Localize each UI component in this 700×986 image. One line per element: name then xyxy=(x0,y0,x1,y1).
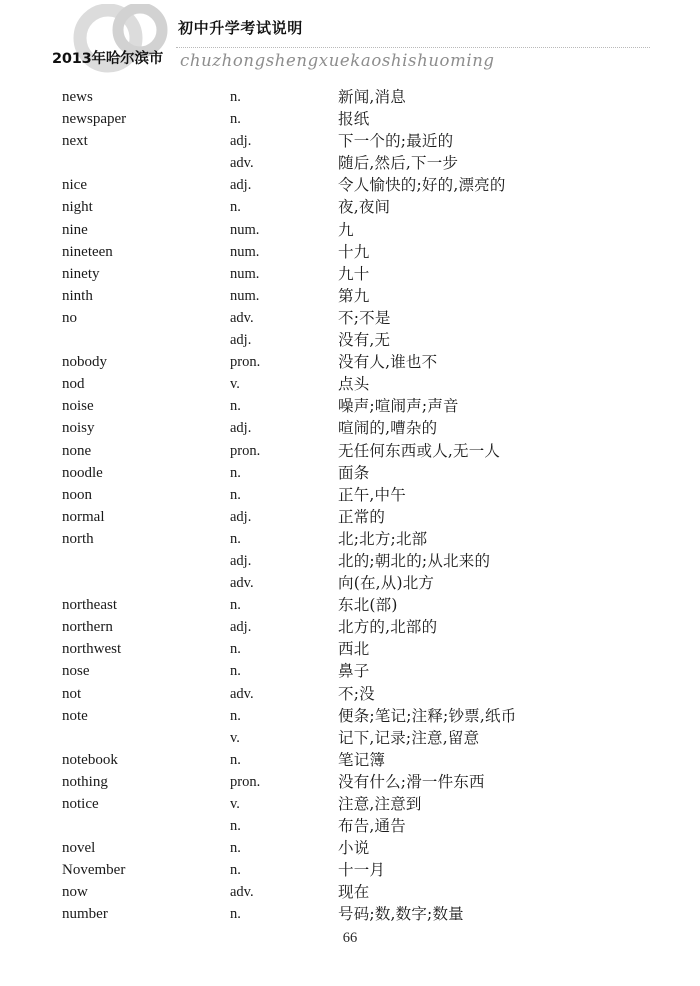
entry-word: nose xyxy=(62,663,90,680)
entry-word: north xyxy=(62,530,94,547)
page-title-pinyin: chuzhongshengxuekaoshishuoming xyxy=(180,51,495,70)
vocabulary-entry-row xyxy=(0,86,700,108)
entry-definition: 十一月 xyxy=(338,861,386,880)
vocabulary-entry-row xyxy=(0,241,700,263)
entry-definition: 小说 xyxy=(338,839,370,858)
entry-definition: 西北 xyxy=(338,640,370,659)
entry-part-of-speech: adv. xyxy=(230,309,254,326)
entry-part-of-speech: n. xyxy=(230,597,241,614)
entry-part-of-speech: num. xyxy=(230,287,260,304)
vocabulary-entry-row xyxy=(0,749,700,771)
entry-definition: 记下,记录;注意,留意 xyxy=(338,728,480,747)
vocabulary-entry-row xyxy=(0,219,700,241)
entry-part-of-speech: n. xyxy=(230,818,241,835)
entry-part-of-speech: adv. xyxy=(230,575,254,592)
entry-word: next xyxy=(62,133,88,150)
entry-part-of-speech: v. xyxy=(230,376,240,393)
entry-part-of-speech: n. xyxy=(230,530,241,547)
vocabulary-entry-row xyxy=(0,616,700,638)
vocabulary-entry-row xyxy=(0,815,700,837)
vocabulary-entry-row xyxy=(0,462,700,484)
entry-definition: 随后,然后,下一步 xyxy=(338,154,459,173)
entry-definition: 点头 xyxy=(338,375,370,394)
vocabulary-entry-row xyxy=(0,837,700,859)
entry-definition: 没有人,谁也不 xyxy=(338,353,438,372)
entry-definition: 喧闹的,嘈杂的 xyxy=(338,419,438,438)
vocabulary-entry-row xyxy=(0,660,700,682)
vocabulary-entry-row xyxy=(0,285,700,307)
entry-part-of-speech: adj. xyxy=(230,332,252,349)
vocabulary-entry-row xyxy=(0,881,700,903)
entry-part-of-speech: v. xyxy=(230,796,240,812)
entry-part-of-speech: adv. xyxy=(230,685,254,702)
entry-part-of-speech: n. xyxy=(230,751,241,768)
entry-word: northeast xyxy=(62,597,117,614)
vocabulary-entry-row xyxy=(0,793,700,815)
vocabulary-entry-row xyxy=(0,903,700,925)
year-brand-label: 2013年哈尔滨市 xyxy=(52,51,164,67)
vocabulary-entry-row xyxy=(0,683,700,705)
entry-part-of-speech: adj. xyxy=(230,177,252,194)
entry-definition: 鼻子 xyxy=(338,662,370,681)
vocabulary-entry-row xyxy=(0,263,700,285)
entry-definition: 令人愉快的;好的,漂亮的 xyxy=(338,176,506,195)
entry-definition: 没有,无 xyxy=(338,331,391,350)
entry-definition: 便条;笔记;注释;钞票,纸币 xyxy=(338,706,517,725)
entry-word: no xyxy=(62,309,77,326)
entry-definition: 新闻,消息 xyxy=(338,88,406,106)
entry-word: ninth xyxy=(62,287,93,304)
vocabulary-entry-row xyxy=(0,417,700,439)
entry-word: notice xyxy=(62,796,99,812)
entry-definition: 九十 xyxy=(338,264,370,283)
entry-word: normal xyxy=(62,508,105,525)
vocabulary-entry-row xyxy=(0,506,700,528)
entry-part-of-speech: n. xyxy=(230,641,241,658)
entry-definition: 向(在,从)北方 xyxy=(338,574,435,593)
entry-definition: 北的;朝北的;从北来的 xyxy=(338,551,491,570)
entry-definition: 噪声;喧闹声;声音 xyxy=(338,397,459,416)
entry-word: notebook xyxy=(62,751,118,768)
vocabulary-entry-row xyxy=(0,771,700,793)
entry-word: noisy xyxy=(62,420,95,437)
vocabulary-entry-row xyxy=(0,528,700,550)
entry-part-of-speech: adj. xyxy=(230,552,252,569)
entry-word: noodle xyxy=(62,464,103,481)
entry-part-of-speech: n. xyxy=(230,486,241,503)
entry-part-of-speech: n. xyxy=(230,906,241,923)
entry-part-of-speech: adv. xyxy=(230,884,254,901)
entry-part-of-speech: num. xyxy=(230,243,260,260)
entry-part-of-speech: num. xyxy=(230,265,260,282)
entry-word: nineteen xyxy=(62,243,113,260)
vocabulary-entry-row xyxy=(0,594,700,616)
entry-part-of-speech: n. xyxy=(230,89,241,105)
entry-word: note xyxy=(62,707,88,724)
entry-word: northern xyxy=(62,619,113,636)
entry-word: northwest xyxy=(62,641,122,658)
entry-word: nice xyxy=(62,177,87,194)
entry-part-of-speech: v. xyxy=(230,729,240,746)
entry-definition: 十九 xyxy=(338,242,370,261)
entry-part-of-speech: n. xyxy=(230,862,241,879)
entry-part-of-speech: pron. xyxy=(230,773,261,790)
vocabulary-entry-row xyxy=(0,395,700,417)
entry-part-of-speech: pron. xyxy=(230,442,261,459)
entry-part-of-speech: adj. xyxy=(230,420,252,437)
entry-definition: 夜,夜间 xyxy=(338,198,391,217)
vocabulary-entry-row xyxy=(0,727,700,749)
entry-part-of-speech: pron. xyxy=(230,354,261,371)
entry-definition: 东北(部) xyxy=(338,596,398,615)
entry-definition: 笔记簿 xyxy=(338,750,386,769)
page-number: 66 xyxy=(342,930,358,946)
entry-part-of-speech: adj. xyxy=(230,133,252,150)
entry-definition: 北;北方;北部 xyxy=(338,529,428,548)
entry-definition: 下一个的;最近的 xyxy=(338,132,454,151)
entry-word: none xyxy=(62,442,92,459)
entry-word: nobody xyxy=(62,354,107,371)
header-divider xyxy=(176,47,650,48)
entry-definition: 布告,通告 xyxy=(338,817,406,836)
entry-part-of-speech: num. xyxy=(230,221,260,238)
entry-part-of-speech: n. xyxy=(230,840,241,857)
entry-part-of-speech: n. xyxy=(230,464,241,481)
vocabulary-entry-row xyxy=(0,638,700,660)
entry-part-of-speech: adj. xyxy=(230,619,252,636)
vocabulary-entry-row xyxy=(0,484,700,506)
vocabulary-entry-row xyxy=(0,174,700,196)
vocabulary-list xyxy=(0,86,700,926)
entry-definition: 注意,注意到 xyxy=(338,795,422,813)
entry-definition: 无任何东西或人,无一人 xyxy=(338,441,501,460)
entry-definition: 不;没 xyxy=(338,684,375,703)
entry-definition: 北方的,北部的 xyxy=(338,618,438,637)
entry-word: nine xyxy=(62,221,88,238)
entry-definition: 没有什么;滑一件东西 xyxy=(338,772,485,791)
entry-word: nod xyxy=(62,376,85,393)
vocabulary-entry-row xyxy=(0,572,700,594)
entry-word: not xyxy=(62,685,82,702)
entry-definition: 不;不是 xyxy=(338,308,391,327)
vocabulary-entry-row xyxy=(0,373,700,395)
vocabulary-entry-row xyxy=(0,329,700,351)
vocabulary-entry-row xyxy=(0,130,700,152)
entry-word: number xyxy=(62,906,108,923)
entry-definition: 号码;数,数字;数量 xyxy=(338,905,464,924)
entry-word: now xyxy=(62,884,88,901)
page-header xyxy=(0,0,700,86)
vocabulary-entry-row xyxy=(0,351,700,373)
entry-word: nothing xyxy=(62,773,108,790)
entry-word: novel xyxy=(62,840,96,857)
entry-part-of-speech: n. xyxy=(230,663,241,680)
entry-part-of-speech: n. xyxy=(230,111,241,128)
entry-part-of-speech: adv. xyxy=(230,155,254,172)
entry-word: news xyxy=(62,89,93,105)
vocabulary-entry-row xyxy=(0,859,700,881)
entry-part-of-speech: n. xyxy=(230,707,241,724)
entry-definition: 正常的 xyxy=(338,507,386,526)
entry-word: ninety xyxy=(62,265,100,282)
vocabulary-entry-row xyxy=(0,440,700,462)
entry-definition: 第九 xyxy=(338,286,370,305)
entry-definition: 现在 xyxy=(338,883,370,902)
entry-definition: 九 xyxy=(338,220,354,239)
entry-word: noon xyxy=(62,486,92,503)
vocabulary-entry-row xyxy=(0,196,700,218)
vocabulary-entry-row xyxy=(0,307,700,329)
entry-word: night xyxy=(62,199,93,216)
entry-definition: 正午,中午 xyxy=(338,485,406,504)
vocabulary-entry-row xyxy=(0,550,700,572)
vocabulary-entry-row xyxy=(0,152,700,174)
entry-part-of-speech: n. xyxy=(230,199,241,216)
entry-word: November xyxy=(62,862,126,879)
page-title: 初中升学考试说明 xyxy=(178,19,303,37)
entry-part-of-speech: n. xyxy=(230,398,241,415)
entry-part-of-speech: adj. xyxy=(230,508,252,525)
entry-word: noise xyxy=(62,398,94,415)
entry-definition: 报纸 xyxy=(338,110,370,129)
entry-word: newspaper xyxy=(62,111,127,128)
vocabulary-entry-row xyxy=(0,108,700,130)
vocabulary-entry-row xyxy=(0,705,700,727)
entry-definition: 面条 xyxy=(338,463,370,482)
